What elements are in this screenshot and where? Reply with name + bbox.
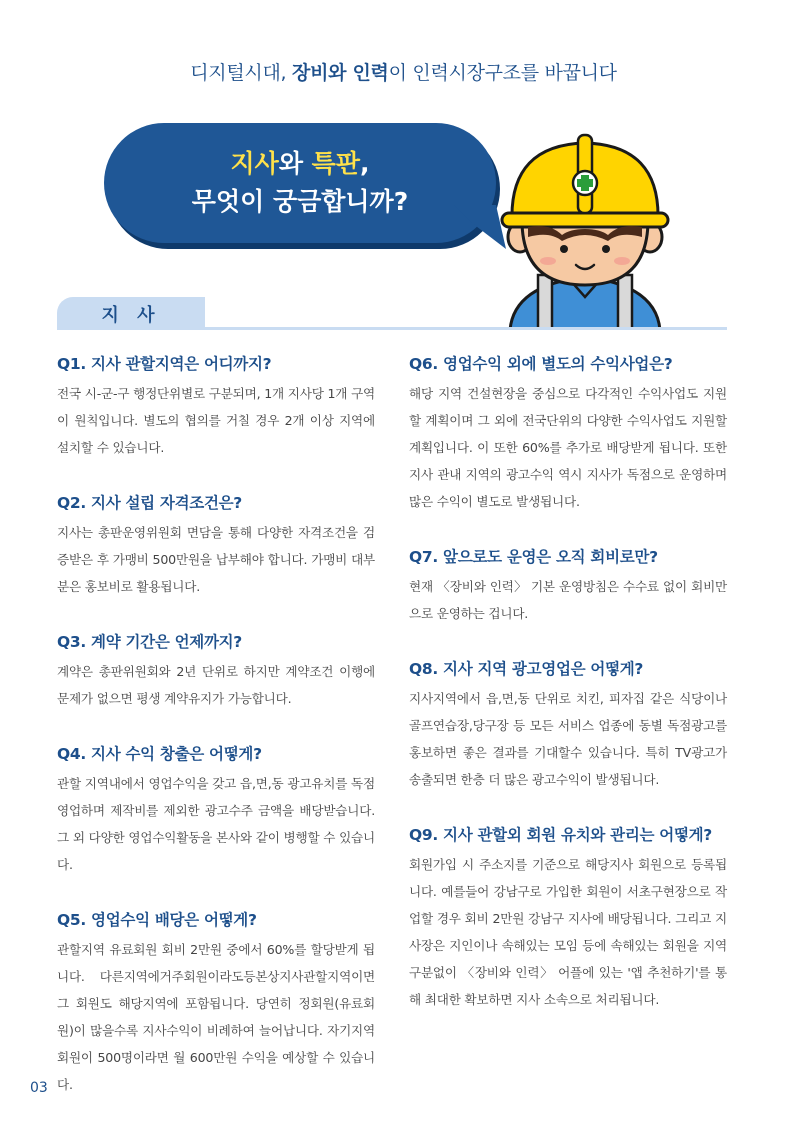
faq-question: Q5. 영업수익 배당은 어떻게? [57, 911, 257, 929]
section-title: 지 사 [101, 305, 161, 326]
headline-part2: 이 인력시장구조를 바꿉니다 [388, 62, 617, 84]
faq-item-q7 [409, 545, 727, 627]
faq-question: Q7. 앞으로도 운영은 오직 회비로만? [409, 548, 658, 566]
faq-item-q9 [409, 823, 727, 1013]
faq-column-left [57, 352, 375, 1128]
faq-question: Q9. 지사 관할외 회원 유치와 관리는 어떻게? [409, 826, 712, 844]
faq-item-q5 [57, 908, 375, 1098]
page-headline [0, 58, 807, 85]
faq-question: Q1. 지사 관할지역은 어디까지? [57, 355, 272, 373]
section-divider [57, 327, 727, 330]
headline-part1: 디지털시대, [190, 62, 287, 84]
faq-item-q4 [57, 742, 375, 878]
faq-question: Q6. 영업수익 외에 별도의 수익사업은? [409, 355, 673, 373]
worker-mascot-icon [500, 125, 670, 330]
faq-item-q8 [409, 657, 727, 793]
faq-answer: 현재 〈장비와 인력〉 기본 운영방침은 수수료 없이 회비만으로 운영하는 겁니다. [409, 579, 727, 621]
faq-answer: 지사지역에서 읍,면,동 단위로 치킨, 피자집 같은 식당이나 골프연습장,당구장 등 모든 서비스 업종에 동별 독점광고를 홍보하면 좋은 결과를 기대할수 있습니다. 특히 TV광고가 송출되면 한층 더 많은 광고수익이 발생됩니다. [409, 691, 727, 787]
faq-answer: 지사는 총판운영위원회 면담을 통해 다양한 자격조건을 검증받은 후 가맹비 500만원을 납부해야 합니다. 가맹비 대부분은 홍보비로 활용됩니다. [57, 525, 375, 594]
faq-answer: 해당 지역 건설현장을 중심으로 다각적인 수익사업도 지원할 계획이며 그 외에 전국단위의 다양한 수익사업도 지원할 계획입니다. 이 또한 60%를 추가로 배당받게 됩니다. 또한 지사 관내 지역의 광고수익 역시 지사가 독점으로 운영하며 많은 수익이 별도로 발생됩니다. [409, 386, 727, 509]
bubble-comma: , [359, 149, 370, 178]
faq-answer: 관할 지역내에서 영업수익을 갖고 읍,면,동 광고유치를 독점영업하며 제작비를 제외한 광고수주 금액을 배당받습니다. 그 외 다양한 영업수익활동을 본사와 같이 병행할 수 있습니다. [57, 776, 375, 872]
faq-question: Q8. 지사 지역 광고영업은 어떻게? [409, 660, 644, 678]
bubble-connector: 와 [278, 149, 312, 178]
faq-answer: 전국 시-군-구 행정단위별로 구분되며, 1개 지사당 1개 구역이 원칙입니다. 별도의 협의를 거칠 경우 2개 이상 지역에 설치할 수 있습니다. [57, 386, 375, 455]
faq-question: Q3. 계약 기간은 언제까지? [57, 633, 242, 651]
faq-item-q6 [409, 352, 727, 515]
page-number: 03 [30, 1080, 48, 1096]
bubble-heading [104, 145, 496, 221]
faq-answer: 계약은 총판위원회와 2년 단위로 하지만 계약조건 이행에 문제가 없으면 평생 계약유지가 가능합니다. [57, 664, 375, 706]
faq-answer: 회원가입 시 주소지를 기준으로 해당지사 회원으로 등록됩니다. 예를들어 강남구로 가입한 회원이 서초구현장으로 작업할 경우 회비 2만원 강남구 지사에 배당됩니다. 그리고 지사장은 지인이나 속해있는 모임 등에 속해있는 회원을 지역 구분없이 〈장비와 인력〉 어플에 있는 '앱 추천하기'를 통해 최대한 확보하면 지사 소속으로 처리됩니다. [409, 857, 727, 1007]
faq-item-q3 [57, 630, 375, 712]
headline-brand: 장비와 인력 [292, 62, 389, 84]
faq-item-q2 [57, 491, 375, 600]
faq-answer: 관할지역 유료회원 회비 2만원 중에서 60%를 할당받게 됩니다. 다른지역에거주회원이라도등본상지사관할지역이면 그 회원도 해당지역에 포함됩니다. 당연히 정회원(유료회원)이 많을수록 지사수익이 비례하여 늘어납니다. 자기지역 회원이 500명이라면 월 600만원 수익을 예상할 수 있습니다. [57, 942, 375, 1092]
faq-question: Q4. 지사 수익 창출은 어떻게? [57, 745, 262, 763]
bubble-highlight-teukpan: 특판 [311, 149, 360, 178]
faq-item-q1 [57, 352, 375, 461]
faq-question: Q2. 지사 설립 자격조건은? [57, 494, 242, 512]
bubble-highlight-jisa: 지사 [230, 149, 279, 178]
bubble-line-1 [104, 145, 496, 183]
bubble-line-2: 무엇이 궁금합니까? [191, 187, 409, 216]
faq-column-right [409, 352, 727, 1043]
